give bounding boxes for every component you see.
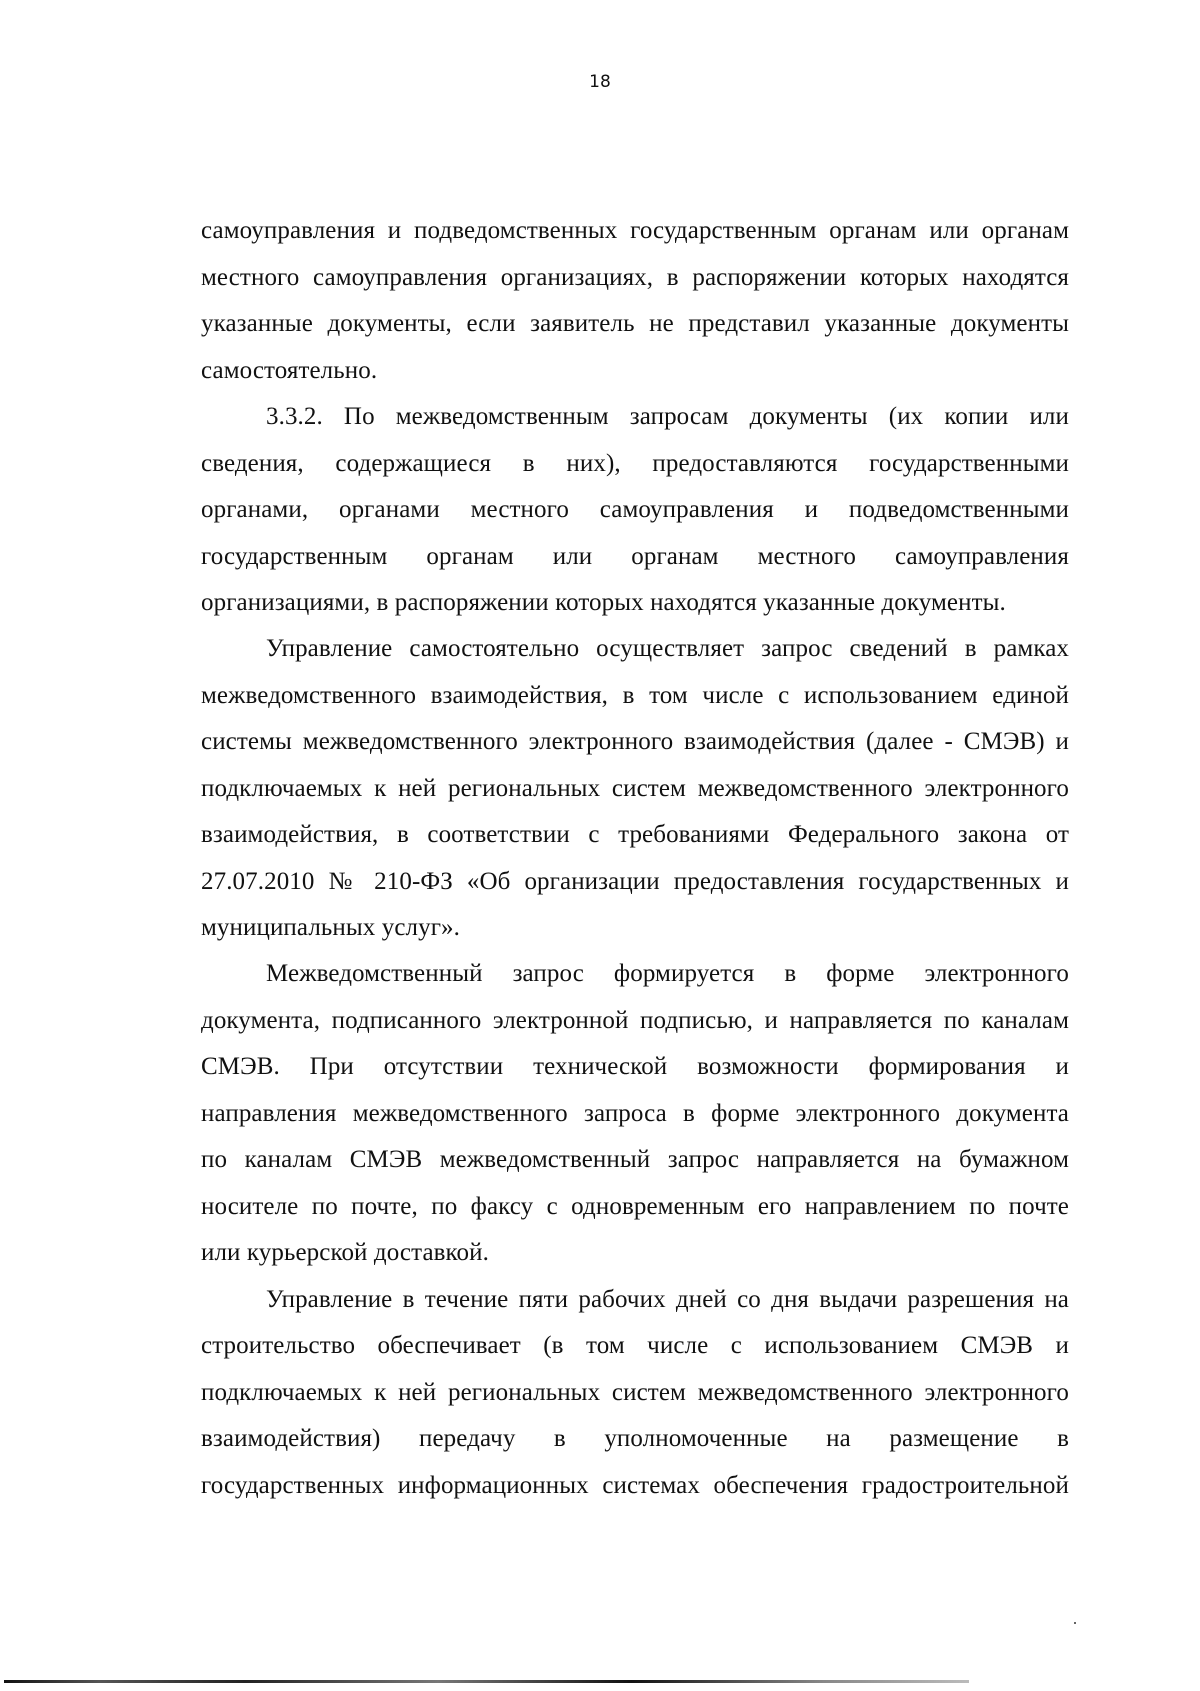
text-line: самоуправления и подведомственных государственным органам или органам — [201, 217, 1069, 244]
text-line: Межведомственный запрос формируется в форме электронного — [266, 960, 1069, 987]
text-line: Управление в течение пяти рабочих дней со дня выдачи разрешения на — [266, 1286, 1069, 1313]
page-number: 18 — [589, 72, 611, 92]
text-line: направления межведомственного запроса в форме электронного документа — [201, 1100, 1069, 1127]
text-line: 27.07.2010 № 210-ФЗ «Об организации предоставления государственных и — [201, 868, 1069, 895]
text-line: или курьерской доставкой. — [201, 1239, 489, 1266]
text-line: СМЭВ. При отсутствии технической возможности формирования и — [201, 1053, 1069, 1080]
text-line: системы межведомственного электронного взаимодействия (далее - СМЭВ) и — [201, 728, 1069, 755]
text-line: государственных информационных системах обеспечения градостроительной — [201, 1472, 1069, 1499]
text-line: государственным органам или органам местного самоуправления — [201, 543, 1069, 570]
text-line: Управление самостоятельно осуществляет запрос сведений в рамках — [266, 635, 1069, 662]
text-line: документа, подписанного электронной подписью, и направляется по каналам — [201, 1007, 1069, 1034]
text-line: подключаемых к ней региональных систем межведомственного электронного — [201, 1379, 1069, 1406]
text-line: взаимодействия, в соответствии с требованиями Федерального закона от — [201, 821, 1069, 848]
scan-speck — [1074, 1622, 1076, 1624]
scan-edge-line — [4, 1680, 969, 1683]
text-line: по каналам СМЭВ межведомственный запрос направляется на бумажном — [201, 1146, 1069, 1173]
text-line: строительство обеспечивает (в том числе с использованием СМЭВ и — [201, 1332, 1069, 1359]
text-line: носителе по почте, по факсу с одновременным его направлением по почте — [201, 1193, 1069, 1220]
text-line: органами, органами местного самоуправления и подведомственными — [201, 496, 1069, 523]
text-line: самостоятельно. — [201, 357, 378, 384]
text-line: взаимодействия) передачу в уполномоченные на размещение в — [201, 1425, 1069, 1452]
text-line: указанные документы, если заявитель не представил указанные документы — [201, 310, 1069, 337]
text-line: подключаемых к ней региональных систем межведомственного электронного — [201, 775, 1069, 802]
text-line: организациями, в распоряжении которых находятся указанные документы. — [201, 589, 1006, 616]
text-line: муниципальных услуг». — [201, 914, 461, 941]
text-line: местного самоуправления организациях, в распоряжении которых находятся — [201, 264, 1069, 291]
text-line: межведомственного взаимодействия, в том числе с использованием единой — [201, 682, 1069, 709]
text-line: сведения, содержащиеся в них), предоставляются государственными — [201, 450, 1069, 477]
text-line: 3.3.2. По межведомственным запросам документы (их копии или — [266, 403, 1069, 430]
